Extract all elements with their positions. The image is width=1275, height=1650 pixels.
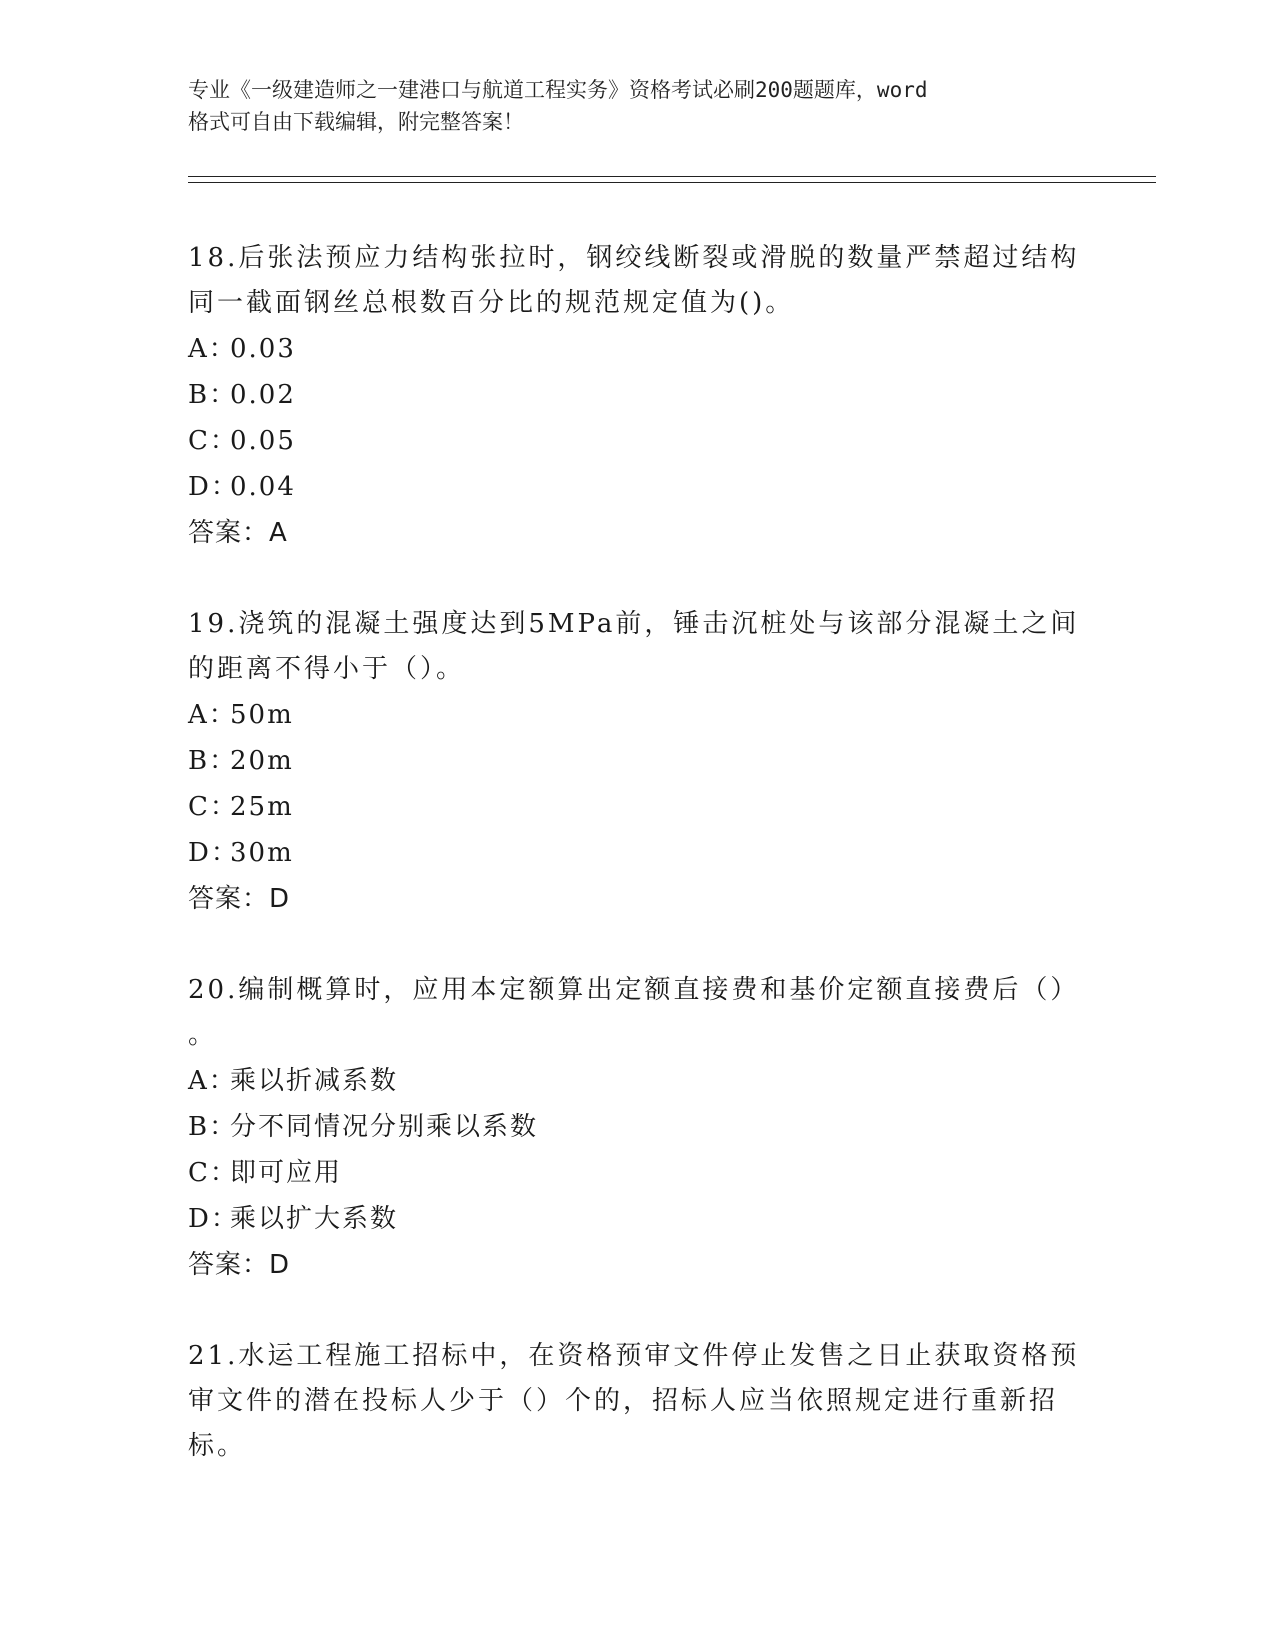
option-key: B： <box>188 1112 238 1142</box>
option-a <box>188 326 1088 372</box>
question-text <box>188 1334 1088 1469</box>
question-19 <box>188 602 1088 922</box>
answer: 答案：D <box>188 884 291 914</box>
question-text <box>188 968 1088 1058</box>
option-text: 分不同情况分别乘以系数 <box>230 1112 539 1142</box>
header-line-1: 专业《一级建造师之一建港口与航道工程实务》资格考试必刷200题题库，word <box>188 78 928 102</box>
option-text: 乘以扩大系数 <box>230 1204 399 1234</box>
option-text: 50m <box>230 700 294 730</box>
question-line: 审文件的潜在投标人少于（）个的，招标人应当依照规定进行重新招 <box>188 1386 1059 1416</box>
question-text <box>188 236 1088 326</box>
question-18 <box>188 236 1088 556</box>
question-20 <box>188 968 1088 1288</box>
option-d <box>188 464 1088 510</box>
option-key: D： <box>188 1204 239 1234</box>
option-b <box>188 372 1088 418</box>
option-text: 20m <box>230 746 294 776</box>
option-c <box>188 418 1088 464</box>
option-text: 0.05 <box>230 426 296 456</box>
question-line: 20.编制概算时，应用本定额算出定额直接费和基价定额直接费后（） <box>188 975 1080 1005</box>
question-21 <box>188 1334 1088 1469</box>
option-text: 25m <box>230 792 294 822</box>
option-c <box>188 784 1088 830</box>
question-line: 的距离不得小于（）。 <box>188 654 466 684</box>
option-key: D： <box>188 838 239 868</box>
header-divider <box>188 176 1156 183</box>
option-d <box>188 830 1088 876</box>
option-key: B： <box>188 380 238 410</box>
answer: 答案：A <box>188 518 288 548</box>
option-a <box>188 692 1088 738</box>
option-key: C： <box>188 792 238 822</box>
option-text: 0.02 <box>230 380 296 410</box>
question-line: 。 <box>188 1020 218 1050</box>
question-line: 21.水运工程施工招标中，在资格预审文件停止发售之日止获取资格预 <box>188 1341 1080 1371</box>
option-text: 0.03 <box>230 334 296 364</box>
option-c <box>188 1150 1088 1196</box>
question-line: 同一截面钢丝总根数百分比的规范规定值为()。 <box>188 288 795 318</box>
option-key: C： <box>188 1158 238 1188</box>
option-b <box>188 738 1088 784</box>
header-line-2: 格式可自由下载编辑，附完整答案！ <box>188 110 524 134</box>
option-key: A： <box>188 334 237 364</box>
option-a <box>188 1058 1088 1104</box>
option-b <box>188 1104 1088 1150</box>
question-line: 标。 <box>188 1431 247 1461</box>
option-key: B： <box>188 746 238 776</box>
option-key: A： <box>188 700 237 730</box>
question-line: 18.后张法预应力结构张拉时，钢绞线断裂或滑脱的数量严禁超过结构 <box>188 243 1080 273</box>
answer: 答案：D <box>188 1250 291 1280</box>
option-d <box>188 1196 1088 1242</box>
option-key: C： <box>188 426 238 456</box>
option-text: 即可应用 <box>230 1158 343 1188</box>
option-text: 乘以折减系数 <box>230 1066 399 1096</box>
document-header <box>188 74 1068 138</box>
question-line: 19.浇筑的混凝土强度达到5MPa前，锤击沉桩处与该部分混凝土之间 <box>188 609 1080 639</box>
option-key: D： <box>188 472 239 502</box>
question-text <box>188 602 1088 692</box>
option-text: 0.04 <box>230 472 296 502</box>
option-text: 30m <box>230 838 294 868</box>
option-key: A： <box>188 1066 237 1096</box>
